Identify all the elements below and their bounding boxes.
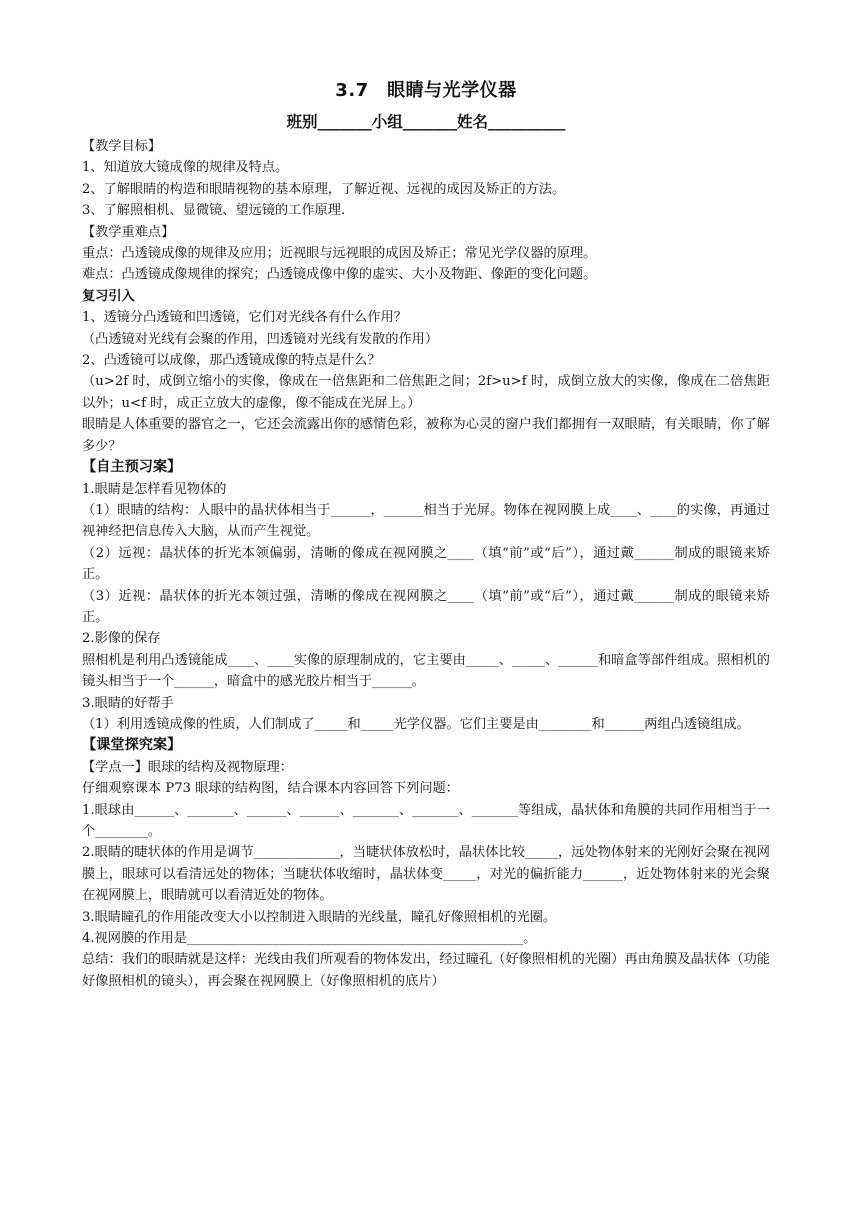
text-paragraph: （凸透镜对光线有会聚的作用，凹透镜对光线有发散的作用）: [82, 331, 439, 347]
student-info-line: 班别_______小组_______姓名__________: [286, 113, 566, 131]
text-paragraph: 1.眼球由______、_______、______、______、_______、_______、_______等组成，晶状体和角膜的共同作用相当于一个________。: [82, 802, 770, 839]
text-paragraph: 2.影像的保存: [82, 631, 161, 647]
text-paragraph: 仔细观察课本 P73 眼球的结构图，结合课本内容回答下列问题：: [82, 781, 459, 797]
text-paragraph: （1）利用透镜成像的性质，人们制成了_____和_____光学仪器。它们主要是由________和______两组凸透镜组成。: [82, 716, 750, 732]
text-paragraph: 难点：凸透镜成像规律的探究；凸透镜成像中像的虚实、大小及物距、像距的变化问题。: [82, 267, 597, 283]
section-heading: 【自主预习案】: [82, 459, 182, 476]
text-paragraph: 3.眼睛瞳孔的作用能改变大小以控制进入眼睛的光线量，瞳孔好像照相机的光圈。: [82, 909, 557, 925]
text-paragraph: 【教学目标】: [82, 139, 162, 154]
text-paragraph: 3、了解照相机、显微镜、望远镜的工作原理.: [82, 203, 346, 219]
text-paragraph: 4.视网膜的作用是___________________________________________________。: [82, 931, 537, 947]
section-heading: 【课堂探究案】: [82, 737, 182, 754]
document-body: [82, 136, 770, 992]
text-paragraph: 2、凸透镜可以成像，那凸透镜成像的特点是什么？: [82, 353, 381, 369]
text-paragraph: （3）近视：晶状体的折光本领过强，清晰的像成在视网膜之____（填“前”或“后”），通过戴______制成的眼镜来矫正。: [82, 588, 770, 625]
text-paragraph: 1、知道放大镜成像的规律及特点。: [82, 160, 289, 176]
text-paragraph: 照相机是利用凸透镜能成____、____实像的原理制成的，它主要由_____、_____、______和暗盒等部件组成。照相机的镜头相当于一个______，暗盒中的感光胶片相当于______。: [82, 652, 770, 690]
text-paragraph: 1.眼睛是怎样看见物体的: [82, 481, 227, 497]
text-paragraph: 1、透镜分凸透镜和凹透镜，它们对光线各有什么作用？: [82, 310, 407, 326]
text-paragraph: 眼睛是人体重要的器官之一，它还会流露出你的感情色彩，被称为心灵的窗户我们都拥有一双眼睛，有关眼睛，你了解多少？: [82, 417, 770, 454]
text-paragraph: 【学点一】眼球的结构及视物原理：: [82, 759, 293, 775]
text-paragraph: 重点：凸透镜成像的规律及应用；近视眼与远视眼的成因及矫正；常见光学仪器的原理。: [82, 246, 597, 262]
text-paragraph: 2、了解眼睛的构造和眼睛视物的基本原理，了解近视、远视的成因及矫正的方法。: [82, 181, 566, 197]
text-paragraph: 3.眼睛的好帮手: [82, 695, 174, 711]
document-page: [82, 76, 770, 992]
text-paragraph: 2.眼睛的睫状体的作用是调节_____________，当睫状体放松时，晶状体比较_____，远处物体射来的光刚好会聚在视网膜上，眼球可以看清远处的物体；当睫状体收缩时，晶状体变_____，对光的偏折能力______，近处物体射来的光会聚在视网膜上，眼睛就可以看清近处的物体。: [82, 845, 770, 904]
text-paragraph: 【教学重难点】: [82, 224, 175, 240]
section-heading: 复习引入: [82, 288, 135, 304]
text-paragraph: 总结：我们的眼睛就是这样：光线由我们所观看的物体发出，经过瞳孔（好像照相机的光圈）再由角膜及晶状体（功能好像照相机的镜头），再会聚在视网膜上（好像照相机的底片）: [82, 952, 770, 989]
text-paragraph: （2）远视：晶状体的折光本领偏弱，清晰的像成在视网膜之____（填“前”或“后”），通过戴______制成的眼镜来矫正。: [82, 545, 770, 583]
text-paragraph: （u>2f 时，成倒立缩小的实像，像成在一倍焦距和二倍焦距之间；2f>u>f 时，成倒立放大的实像，像成在二倍焦距以外；u<f 时，成正立放大的虚像，像不能成在光屏上。）: [82, 374, 770, 411]
document-title: 3.7 眼睛与光学仪器: [335, 80, 517, 101]
text-paragraph: （1）眼睛的结构：人眼中的晶状体相当于______，______相当于光屏。物体在视网膜上成____、____的实像，再通过视神经把信息传入大脑，从而产生视觉。: [82, 502, 770, 540]
